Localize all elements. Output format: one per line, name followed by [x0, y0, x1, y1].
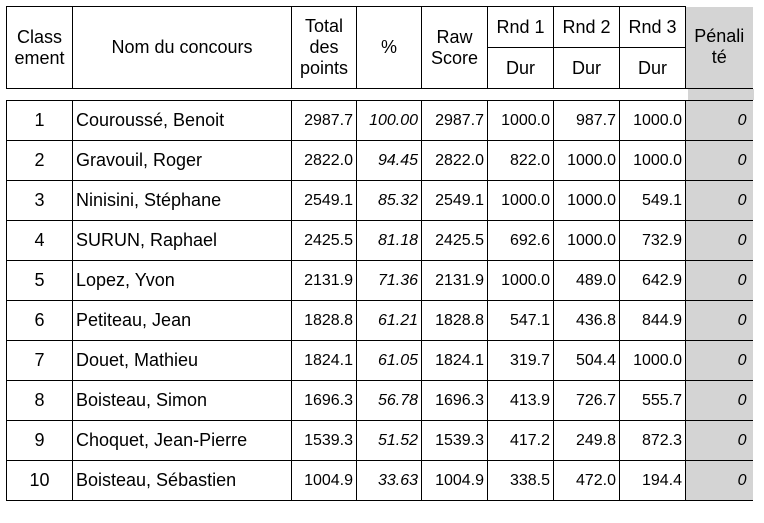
cell-round-3: 1000.0	[620, 141, 686, 181]
cell-name: Boisteau, Simon	[73, 381, 292, 421]
cell-total: 1824.1	[292, 341, 357, 381]
cell-penalty: 0	[686, 141, 753, 181]
cell-round-3: 194.4	[620, 461, 686, 501]
table-row	[7, 261, 753, 301]
cell-percent: 85.32	[357, 181, 422, 221]
results-header	[6, 6, 753, 89]
cell-round-1: 413.9	[488, 381, 554, 421]
cell-raw-score: 2987.7	[422, 101, 488, 141]
cell-percent: 51.52	[357, 421, 422, 461]
table-row	[7, 461, 753, 501]
cell-percent: 56.78	[357, 381, 422, 421]
cell-rank: 8	[7, 381, 73, 421]
cell-raw-score: 1828.8	[422, 301, 488, 341]
cell-name: Douet, Mathieu	[73, 341, 292, 381]
cell-round-3: 555.7	[620, 381, 686, 421]
cell-rank: 1	[7, 101, 73, 141]
cell-round-1: 692.6	[488, 221, 554, 261]
cell-rank: 7	[7, 341, 73, 381]
cell-name: Petiteau, Jean	[73, 301, 292, 341]
cell-round-1: 417.2	[488, 421, 554, 461]
cell-percent: 61.21	[357, 301, 422, 341]
cell-round-3: 844.9	[620, 301, 686, 341]
cell-raw-score: 2549.1	[422, 181, 488, 221]
cell-total: 2549.1	[292, 181, 357, 221]
cell-round-3: 1000.0	[620, 101, 686, 141]
cell-round-3: 642.9	[620, 261, 686, 301]
cell-total: 1539.3	[292, 421, 357, 461]
cell-raw-score: 2822.0	[422, 141, 488, 181]
cell-rank: 4	[7, 221, 73, 261]
cell-raw-score: 1539.3	[422, 421, 488, 461]
cell-round-2: 726.7	[554, 381, 620, 421]
cell-penalty: 0	[686, 181, 753, 221]
cell-name: Gravouil, Roger	[73, 141, 292, 181]
header-round-2: Rnd 2	[554, 7, 620, 48]
cell-round-1: 338.5	[488, 461, 554, 501]
cell-rank: 3	[7, 181, 73, 221]
header-penalty: Pénali té	[686, 7, 753, 89]
cell-round-1: 822.0	[488, 141, 554, 181]
cell-total: 2987.7	[292, 101, 357, 141]
cell-penalty: 0	[686, 421, 753, 461]
header-raw-score: Raw Score	[422, 7, 488, 89]
cell-percent: 94.45	[357, 141, 422, 181]
cell-percent: 33.63	[357, 461, 422, 501]
cell-raw-score: 1824.1	[422, 341, 488, 381]
cell-raw-score: 1696.3	[422, 381, 488, 421]
cell-raw-score: 2131.9	[422, 261, 488, 301]
cell-round-3: 549.1	[620, 181, 686, 221]
cell-round-2: 436.8	[554, 301, 620, 341]
cell-percent: 81.18	[357, 221, 422, 261]
cell-round-1: 1000.0	[488, 101, 554, 141]
cell-name: SURUN, Raphael	[73, 221, 292, 261]
cell-round-2: 1000.0	[554, 141, 620, 181]
cell-name: Ninisini, Stéphane	[73, 181, 292, 221]
cell-penalty: 0	[686, 461, 753, 501]
header-total: Total des points	[292, 7, 357, 89]
cell-rank: 9	[7, 421, 73, 461]
table-row	[7, 421, 753, 461]
cell-total: 1696.3	[292, 381, 357, 421]
cell-total: 2131.9	[292, 261, 357, 301]
cell-penalty: 0	[686, 301, 753, 341]
cell-round-2: 489.0	[554, 261, 620, 301]
header-round-1: Rnd 1	[488, 7, 554, 48]
cell-percent: 61.05	[357, 341, 422, 381]
cell-round-2: 249.8	[554, 421, 620, 461]
cell-rank: 2	[7, 141, 73, 181]
cell-penalty: 0	[686, 101, 753, 141]
penalty-column-gap	[688, 89, 754, 100]
cell-round-1: 1000.0	[488, 261, 554, 301]
cell-raw-score: 2425.5	[422, 221, 488, 261]
table-row	[7, 381, 753, 421]
header-round-3: Rnd 3	[620, 7, 686, 48]
cell-raw-score: 1004.9	[422, 461, 488, 501]
header-rank: Class ement	[7, 7, 73, 89]
cell-percent: 100.00	[357, 101, 422, 141]
cell-total: 1828.8	[292, 301, 357, 341]
header-percent: %	[357, 7, 422, 89]
header-dur-3: Dur	[620, 48, 686, 89]
header-name: Nom du concours	[73, 7, 292, 89]
cell-round-2: 987.7	[554, 101, 620, 141]
cell-round-3: 872.3	[620, 421, 686, 461]
cell-round-1: 319.7	[488, 341, 554, 381]
cell-total: 2822.0	[292, 141, 357, 181]
header-dur-1: Dur	[488, 48, 554, 89]
table-row	[7, 341, 753, 381]
cell-round-3: 732.9	[620, 221, 686, 261]
cell-rank: 5	[7, 261, 73, 301]
cell-round-2: 1000.0	[554, 181, 620, 221]
table-row	[7, 301, 753, 341]
cell-penalty: 0	[686, 341, 753, 381]
cell-name: Couroussé, Benoit	[73, 101, 292, 141]
cell-round-3: 1000.0	[620, 341, 686, 381]
cell-penalty: 0	[686, 261, 753, 301]
cell-total: 1004.9	[292, 461, 357, 501]
header-dur-2: Dur	[554, 48, 620, 89]
table-row	[7, 101, 753, 141]
cell-round-1: 1000.0	[488, 181, 554, 221]
cell-rank: 10	[7, 461, 73, 501]
cell-penalty: 0	[686, 221, 753, 261]
cell-round-2: 472.0	[554, 461, 620, 501]
cell-total: 2425.5	[292, 221, 357, 261]
cell-round-2: 1000.0	[554, 221, 620, 261]
cell-name: Choquet, Jean-Pierre	[73, 421, 292, 461]
cell-round-1: 547.1	[488, 301, 554, 341]
table-row	[7, 221, 753, 261]
cell-name: Boisteau, Sébastien	[73, 461, 292, 501]
cell-percent: 71.36	[357, 261, 422, 301]
cell-penalty: 0	[686, 381, 753, 421]
table-row	[7, 141, 753, 181]
cell-round-2: 504.4	[554, 341, 620, 381]
cell-rank: 6	[7, 301, 73, 341]
cell-name: Lopez, Yvon	[73, 261, 292, 301]
results-table	[6, 100, 753, 501]
table-row	[7, 181, 753, 221]
